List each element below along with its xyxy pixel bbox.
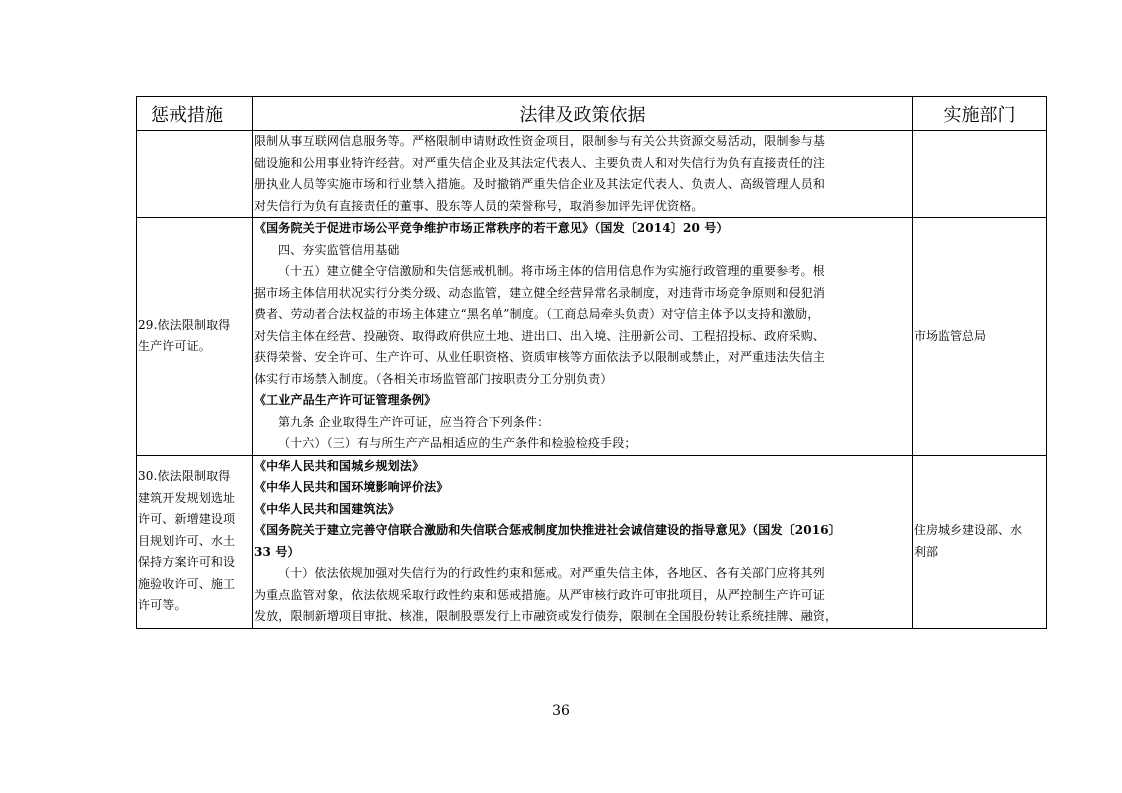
department-line: 利部 [914, 544, 939, 559]
measure-line: 许可、新增建设项 [138, 512, 236, 527]
table-row [137, 218, 1047, 456]
basis-line: 《国务院关于建立完善守信联合激励和失信联合惩戒制度加快推进社会诚信建设的指导意见》（国发〔2016〕 [254, 523, 841, 537]
header-basis: 法律及政策依据 [253, 97, 913, 131]
measure-line: 生产许可证。 [138, 339, 211, 354]
basis-line: 为重点监管对象，依法依规采取行政性约束和惩戒措施。从严审核行政许可审批项目，从严控制生产许可证 [254, 587, 826, 602]
table-row [137, 455, 1047, 628]
basis-line: 《中华人民共和国城乡规划法》 [254, 458, 425, 473]
measure-line: 29.依法限制取得 [138, 317, 231, 332]
basis-line: 册执业人员等实施市场和行业禁入措施。及时撤销严重失信企业及其法定代表人、负责人、高级管理人员和 [254, 177, 826, 191]
department-cell [913, 455, 1047, 628]
basis-cell [253, 455, 913, 628]
basis-line: （十五）建立健全守信激励和失信惩戒机制。将市场主体的信用信息作为实施行政管理的重要参考。根 [278, 264, 825, 278]
basis-line: 据市场主体信用状况实行分类分级、动态监管，建立健全经营异常名录制度，对违背市场竞争原则和侵犯消 [254, 285, 826, 300]
measure-line: 建筑开发规划选址 [138, 490, 236, 505]
basis-line: （十）依法依规加强对失信行为的行政性约束和惩戒。对严重失信主体，各地区、各有关部门应将其列 [278, 566, 825, 580]
measure-cell [137, 455, 253, 628]
department-cell [913, 218, 1047, 456]
basis-line: 《工业产品生产许可证管理条例》 [254, 393, 437, 407]
penalty-measures-table [136, 96, 1047, 629]
basis-line: 四、夯实监管信用基础 [278, 242, 400, 257]
basis-line: 费者、劳动者合法权益的市场主体建立“黑名单”制度。（工商总局牵头负责）对守信主体予以支持和激励， [254, 307, 820, 321]
measure-cell [137, 131, 253, 218]
basis-line: 对失信行为负有直接责任的董事、股东等人员的荣誉称号，取消参加评先评优资格。 [254, 198, 704, 213]
table-header-row [137, 97, 1047, 131]
basis-line: （十六）（三）有与所生产产品相适应的生产条件和检验检疫手段； [278, 436, 637, 450]
measure-line: 施验收许可、施工 [138, 576, 236, 591]
basis-line: 第九条 企业取得生产许可证，应当符合下列条件： [278, 414, 550, 429]
basis-line: 体实行市场禁入制度。（各相关市场监管部门按职责分工分别负责） [254, 371, 613, 386]
measure-line: 目规划许可、水土 [138, 533, 236, 548]
measure-line: 30.依法限制取得 [138, 469, 231, 484]
header-department: 实施部门 [913, 97, 1047, 131]
measure-line: 许可等。 [138, 598, 187, 613]
basis-cell [253, 131, 913, 218]
basis-line: 发放，限制新增项目审批、核准，限制股票发行上市融资或发行债券，限制在全国股份转让系统挂牌、融资， [254, 609, 838, 623]
basis-line: 获得荣誉、安全许可、生产许可、从业任职资格、资质审核等方面依法予以限制或禁止，对严重违法失信主 [254, 350, 826, 364]
basis-cell [253, 218, 913, 456]
department-cell [913, 131, 1047, 218]
department-line: 市场监管总局 [914, 328, 987, 343]
table-row [137, 131, 1047, 218]
header-measure: 惩戒措施 [137, 97, 253, 131]
basis-line: 限制从事互联网信息服务等。严格限制申请财政性资金项目，限制参与有关公共资源交易活动，限制参与基 [254, 134, 826, 148]
basis-line: 对失信主体在经营、投融资、取得政府供应土地、进出口、出入境、注册新公司、工程招投标、政府采购、 [254, 328, 826, 343]
page-number: 36 [552, 703, 570, 719]
measure-line: 保持方案许可和设 [138, 555, 236, 570]
basis-line: 33 号） [254, 544, 300, 559]
basis-line: 础设施和公用事业特许经营。对严重失信企业及其法定代表人、主要负责人和对失信行为负有直接责任的注 [254, 155, 826, 170]
department-line: 住房城乡建设部、水 [914, 523, 1023, 537]
measure-cell [137, 218, 253, 456]
basis-line: 《中华人民共和国环境影响评价法》 [254, 480, 449, 494]
basis-line: 《国务院关于促进市场公平竞争维护市场正常秩序的若干意见》（国发〔2014〕20 号） [254, 221, 729, 235]
basis-line: 《中华人民共和国建筑法》 [254, 501, 400, 516]
